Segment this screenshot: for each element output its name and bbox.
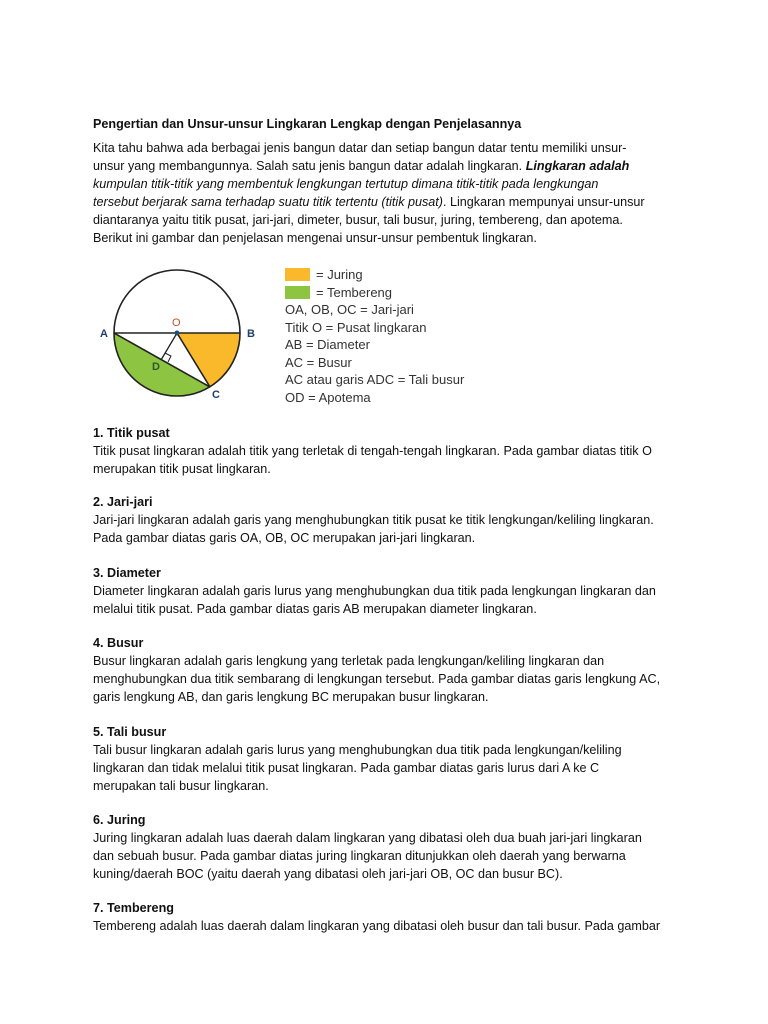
section-text: lingkaran dan tidak melalui titik pusat lingkaran. Pada gambar diatas garis lurus dari A ke C bbox=[93, 761, 600, 775]
section-text: Diameter lingkaran adalah garis lurus yang menghubungkan dua titik pada lengkungan lingkaran dan bbox=[93, 584, 656, 598]
section bbox=[93, 634, 693, 706]
section-heading: 2. Jari-jari bbox=[93, 495, 153, 509]
legend-pusat: Titik O = Pusat lingkaran bbox=[285, 319, 427, 335]
section-heading: 7. Tembereng bbox=[93, 901, 174, 915]
intro-paragraph bbox=[93, 139, 693, 247]
intro-line bbox=[93, 175, 693, 193]
section bbox=[93, 811, 693, 883]
section bbox=[93, 899, 693, 935]
section-heading: 3. Diameter bbox=[93, 566, 161, 580]
section-text: dan sebuah busur. Pada gambar diatas juring lingkaran ditunjukkan oleh daerah yang berwarna bbox=[93, 849, 626, 863]
intro-line bbox=[93, 139, 693, 157]
intro-text: . Lingkaran mempunyai unsur-unsur bbox=[443, 195, 645, 209]
legend-juring bbox=[285, 266, 464, 284]
intro-text: diantaranya yaitu titik pusat, jari-jari, dimeter, busur, tali busur, juring, tembereng, dan apotema. bbox=[93, 213, 623, 227]
section-text: merupakan titik pusat lingkaran. bbox=[93, 462, 271, 476]
section-text: Jari-jari lingkaran adalah garis yang menghubungkan titik pusat ke titik lengkungan/keliling lingkaran. bbox=[93, 513, 654, 527]
center-point bbox=[175, 331, 180, 336]
section-text: merupakan tali busur lingkaran. bbox=[93, 779, 269, 793]
legend-diameter: AB = Diameter bbox=[285, 337, 370, 352]
legend-jari-jari: OA, OB, OC = Jari-jari bbox=[285, 302, 414, 317]
circle-diagram bbox=[90, 260, 280, 410]
section-heading: 1. Titik pusat bbox=[93, 426, 170, 440]
intro-line bbox=[93, 211, 693, 229]
intro-line bbox=[93, 193, 693, 211]
intro-text: unsur yang membangunnya. Salah satu jenis bangun datar adalah lingkaran. bbox=[93, 159, 526, 173]
legend-text: = Tembereng bbox=[316, 284, 393, 300]
intro-text: Berikut ini gambar dan penjelasan mengenai unsur-unsur pembentuk lingkaran. bbox=[93, 231, 537, 245]
label-d: D bbox=[152, 361, 160, 373]
legend-tali-busur: AC atau garis ADC = Tali busur bbox=[285, 372, 465, 387]
right-angle-mark bbox=[165, 353, 171, 362]
section-text: melalui titik pusat. Pada gambar diatas garis AB merupakan diameter lingkaran. bbox=[93, 602, 537, 616]
label-b: B bbox=[247, 328, 255, 340]
section-heading: 6. Juring bbox=[93, 813, 146, 827]
section bbox=[93, 493, 693, 547]
intro-text: tersebut berjarak sama terhadap suatu titik tertentu (titik pusat) bbox=[93, 195, 443, 209]
intro-text: kumpulan titik-titik yang membentuk lengkungan tertutup dimana titik-titik pada lengkungan bbox=[93, 177, 599, 191]
legend-tembereng bbox=[285, 284, 464, 302]
section-text: garis lengkung AB, dan garis lengkung BC merupakan busur lingkaran. bbox=[93, 690, 489, 704]
section-text: Tembereng adalah luas daerah dalam lingkaran yang dibatasi oleh busur dan tali busur. Pada gambar bbox=[93, 919, 661, 933]
intro-text: Kita tahu bahwa ada berbagai jenis bangun datar dan setiap bangun datar tentu memiliki unsur- bbox=[93, 141, 627, 155]
label-o: O bbox=[172, 317, 181, 329]
legend-apotema: OD = Apotema bbox=[285, 389, 371, 405]
legend-text: = Juring bbox=[316, 267, 363, 282]
section-text: Tali busur lingkaran adalah garis lurus yang menghubungkan dua titik pada lengkungan/keliling bbox=[93, 743, 622, 757]
intro-line bbox=[93, 229, 693, 247]
section-text: Juring lingkaran adalah luas daerah dalam lingkaran yang dibatasi oleh dua buah jari-jari lingkaran bbox=[93, 831, 642, 845]
intro-text: Lingkaran adalah bbox=[525, 159, 630, 173]
legend-busur: AC = Busur bbox=[285, 354, 352, 370]
section-text: Pada gambar diatas garis OA, OB, OC merupakan jari-jari lingkaran. bbox=[93, 531, 476, 545]
section-text: kuning/daerah BOC (yaitu daerah yang dibatasi oleh jari-jari OB, OC dan busur BC). bbox=[93, 867, 563, 881]
tembereng-swatch bbox=[285, 286, 310, 299]
section-heading: 5. Tali busur bbox=[93, 725, 167, 739]
intro-line bbox=[93, 157, 693, 175]
section-heading: 4. Busur bbox=[93, 636, 144, 650]
section-text: Titik pusat lingkaran adalah titik yang terletak di tengah-tengah lingkaran. Pada gambar diatas titik O bbox=[93, 444, 652, 458]
label-a: A bbox=[100, 328, 108, 340]
juring-swatch bbox=[285, 268, 310, 281]
section-text: menghubungkan dua titik sembarang di lengkungan tersebut. Pada gambar diatas garis lengkung AC, bbox=[93, 672, 661, 686]
diagram-legend bbox=[285, 266, 464, 406]
page-title: Pengertian dan Unsur-unsur Lingkaran Lengkap dengan Penjelasannya bbox=[93, 117, 522, 131]
label-c: C bbox=[212, 389, 220, 401]
section-text: Busur lingkaran adalah garis lengkung yang terletak pada lengkungan/keliling lingkaran dan bbox=[93, 654, 605, 668]
section bbox=[93, 564, 693, 618]
section bbox=[93, 424, 693, 478]
section bbox=[93, 723, 693, 795]
apotema-od bbox=[161, 333, 177, 360]
